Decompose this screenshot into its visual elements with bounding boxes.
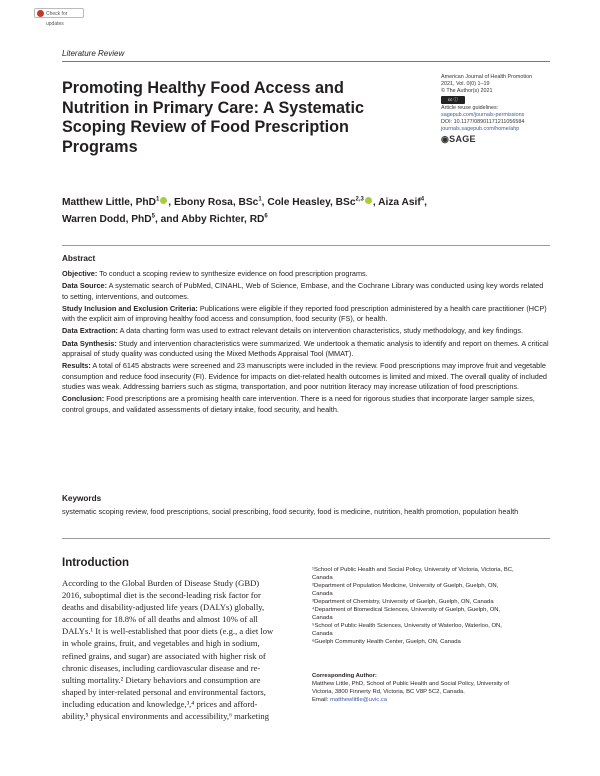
corresponding-heading: Corresponding Author:	[312, 673, 377, 679]
abstract-bottom-rule	[62, 538, 550, 539]
email-link[interactable]: matthewlittle@uvic.ca	[330, 697, 388, 703]
body-line: ability,⁵ physical environments and accessibility,⁶ marketing	[62, 711, 270, 722]
affiliations	[312, 566, 562, 646]
doi[interactable]: DOI: 10.1177/08901171211056584	[441, 119, 525, 125]
author-affiliation: 5	[151, 213, 155, 220]
body-line: chronic diseases, including cardiovascular disease and re-	[62, 662, 261, 673]
affiliation-line: Canada	[312, 631, 333, 637]
abstract-heading: Abstract	[62, 254, 96, 263]
body-line: According to the Global Burden of Disease Study (GBD)	[62, 578, 260, 588]
corresponding-email-row: Email: matthewlittle@uvic.ca	[312, 697, 388, 703]
badge-label: Check for updates	[46, 11, 68, 27]
journal-home-link[interactable]: journals.sagepub.com/home/ahp	[441, 126, 520, 132]
affiliation-line: ⁴Department of Biomedical Sciences, University of Guelph, Guelph, ON,	[312, 607, 501, 613]
author-name: Matthew Little, PhD	[62, 197, 156, 208]
title-line: Promoting Healthy Food Access and	[62, 79, 344, 97]
keywords-heading: Keywords	[62, 494, 102, 503]
abstract-extraction: Data Extraction: A data charting form was used to extract relevant details on intervention characteristics, study methodology, and key findings.	[62, 326, 524, 336]
introduction-body	[62, 577, 302, 722]
body-line: including education and knowledge,³,⁴ prices and afford-	[62, 698, 258, 709]
affiliation-line: ²Department of Population Medicine, University of Guelph, Guelph, ON,	[312, 583, 499, 589]
orcid-icon[interactable]	[160, 197, 167, 204]
body-line: DALYs.¹ It is well-established that poor diets (e.g., a diet low	[62, 626, 274, 637]
author-affiliation: 1	[155, 196, 160, 203]
author-list: Matthew Little, PhD$^1$ , Ebony Rosa, BSc$^1$, Cole Heasley, BSc$^{2,3}$ , Aiza Asif$^4$, Warren Dodd, PhD$^5$, and Abby Richter, $RD^6$	[62, 196, 427, 225]
author-name: Aiza Asif	[378, 197, 421, 208]
affiliation-line: ¹School of Public Health and Social Policy, University of Victoria, Victoria, BC,	[312, 567, 514, 573]
author-name: Ebony Rosa, BSc	[173, 197, 259, 208]
corresponding-line: Matthew Little, PhD, School of Public Health and Social Policy, University of	[312, 681, 509, 687]
section-label: Literature Review	[62, 49, 125, 58]
journal-name: American Journal of Health Promotion	[441, 74, 533, 80]
sage-logo: ◉SAGE	[441, 134, 476, 144]
article-title	[62, 79, 422, 157]
author-affiliation: 4	[420, 196, 425, 203]
abstract-data-source: Data Source: A systematic search of PubMed, CINAHL, Web of Science, Embase, and the Cochrane Library was conducted using key words related to setting, interventions, and outcomes.	[62, 281, 544, 301]
affiliation-line: Canada	[312, 575, 333, 581]
abstract-results: Results: A total of 6145 abstracts were screened and 23 manuscripts were included in the review. Food prescriptions may improve fruit and vegetable consumption and reduce food insecurity (FI). Evidence for impacts on diet-related health outcomes is limited and mixed. The overall quality of included studies was weak. Addressing barriers such as stigma, transportation, and poor nutrition literacy may increase utilization of food prescriptions.	[62, 361, 547, 391]
check-for-updates-badge[interactable]	[34, 8, 84, 27]
abstract-conclusion: Conclusion: Food prescriptions are a promising health care intervention. There is a need for rigorous studies that incorporate larger sample sizes, control groups, and validated assessments of dietary intake, food security, and health.	[62, 394, 535, 414]
corresponding-author	[312, 672, 562, 704]
abstract-criteria: Study Inclusion and Exclusion Criteria: Publications were eligible if they reported food prescription administered by a health care practitioner (HCP) with the explicit aim of improving healthy food access and consumption, food security (FS), or health.	[62, 303, 547, 324]
author-name: Warren Dodd, PhD	[62, 214, 152, 225]
body-line: in whole grains, fruit, and vegetables and high in sodium,	[62, 638, 260, 649]
title-line: Programs	[62, 137, 138, 156]
reuse-guidelines-label: Article reuse guidelines:	[441, 105, 499, 111]
update-icon	[37, 10, 44, 17]
reuse-link[interactable]: sagepub.com/journals-permissions	[441, 112, 525, 118]
body-line: accounting for 18.8% of all deaths and almost 10% of all	[62, 614, 258, 625]
abstract-synthesis: Data Synthesis: Study and intervention characteristics were summarized. We undertook a thematic analysis to identify and report on themes. A critical appraisal of study quality was conducted using the Mixed Methods Appraisal Tool (MMAT).	[62, 338, 549, 359]
body-line: shaped by inter-related personal and environmental factors,	[62, 686, 266, 697]
body-line: 2016, suboptimal diet is the second-leading risk factor for	[62, 590, 261, 601]
title-line: Nutrition in Primary Care: A Systematic	[62, 98, 364, 117]
corresponding-line: Victoria, 3800 Finnerty Rd, Victoria, BC V8P 5C2, Canada.	[312, 689, 465, 695]
introduction-heading: Introduction	[62, 557, 130, 569]
affiliation-line: Canada	[312, 615, 333, 621]
title-line: Scoping Review of Food Prescription	[62, 118, 349, 136]
journal-volume: 2021, Vol. 0(0) 1–19	[441, 81, 490, 87]
body-line: refined grains, and sugar) are associated with higher risk of	[62, 650, 266, 661]
affiliation-line: Canada	[312, 591, 333, 597]
author-affiliation: 2,3	[355, 196, 364, 203]
body-line: sulting mortality.² Dietary behaviors and consumption are	[62, 674, 261, 685]
abstract-top-rule	[62, 245, 550, 246]
author-affiliation: 6	[264, 213, 268, 220]
body-line: deaths and disability-adjusted life years (DALYs) globally,	[62, 602, 265, 613]
keywords-text: systematic scoping review, food prescriptions, social prescribing, food security, food is medicine, nutrition, health promotion, population health	[62, 507, 519, 516]
journal-meta	[441, 74, 556, 144]
author-affiliation: 1	[258, 196, 262, 203]
header-divider	[62, 61, 550, 62]
affiliation-line: ⁵School of Public Health Sciences, University of Waterloo, Waterloo, ON,	[312, 623, 502, 629]
affiliation-line: ³Department of Chemistry, University of Guelph, Guelph, ON, Canada	[312, 599, 494, 605]
orcid-icon[interactable]	[365, 197, 372, 204]
abstract-objective: Objective: To conduct a scoping review to synthesize evidence on food prescription programs.	[62, 269, 368, 278]
author-name: and Abby Richter, RD	[160, 214, 265, 225]
cc-license-icon[interactable]: cc ⓘ	[441, 96, 465, 104]
author-name: Cole Heasley, BSc	[267, 197, 356, 208]
abstract-body	[62, 269, 550, 417]
affiliation-line: ⁶Guelph Community Health Center, Guelph, ON, Canada	[312, 639, 461, 645]
copyright: © The Author(s) 2021	[441, 88, 493, 94]
